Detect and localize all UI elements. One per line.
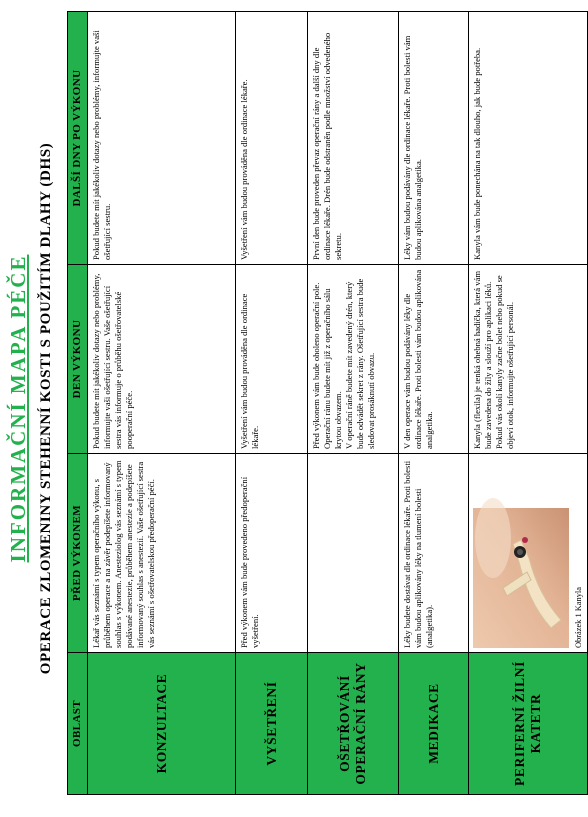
- header-dalsi-dny: DALŠÍ DNY PO VÝKONU: [68, 12, 88, 265]
- area-osetrovani-rany: OŠETŘOVÁNÍ OPERAČNÍ RÁNY: [308, 653, 399, 795]
- header-row: [68, 12, 88, 795]
- cell-dalsi: Vyšetření vám budou prováděna dle ordinace lékaře.: [236, 12, 308, 265]
- cell-pred: Lékař vás seznámí s typem operačního výkonu, s průběhem operace a na závěr podepíšete informovaný souhlas s výkonem. Anesteziolog vás seznámí s typem podávané anestezie, průběhem anestezie a podepíšete informovaný souhlas s anestezií. Vaše ošetřující sestra vás seznámí s ošetřovatelskou předoperační péčí.: [88, 454, 236, 653]
- cell-den: Před výkonem vám bude oholeno operační pole. Operační ránu budete mít již z operačního sálu krytou obvazem. V operační ráně budete mít zavedený drén, který bude odvádět sekret z rány. Ošetřující sestra bude sledovat prosáknutí obvazu.: [308, 265, 399, 454]
- area-vysetreni: VYŠETŘENÍ: [236, 653, 308, 795]
- area-medikace: MEDIKACE: [399, 653, 469, 795]
- cell-den: Kanyla (flexila) je tenká ohebná hadička, která vám bude zavedena do žíly a slouží pro aplikaci léků. Pokud vás okolí kanyly začne bolet nebo pokud se objeví otok, informujte ošetřující personál.: [469, 265, 588, 454]
- cell-den: Vyšetření vám budou prováděna dle ordinace lékaře.: [236, 265, 308, 454]
- cell-pred: Léky budete dostávat dle ordinace lékaře. Proti bolesti vám budou aplikovány léky na tlumení bolesti (analgetika).: [399, 454, 469, 653]
- table-row: [308, 12, 399, 795]
- photo-caption: Obrázek 1 Kanyla: [574, 587, 583, 648]
- cell-den: V den operace vám budou podávány léky dle ordinace lékaře. Proti bolesti vám budou aplikována analgetika.: [399, 265, 469, 454]
- cell-dalsi: Pokud budete mít jakékoliv dotazy nebo problémy, informujte vaši ošetřující sestru.: [88, 12, 236, 265]
- area-periferni-katetr: PERIFERNÍ ŽILNÍ KATETR: [469, 653, 588, 795]
- cell-dalsi: Léky vám budou podávány dle ordinace lékaře. Proti bolesti vám budou aplikována analgetika.: [399, 12, 469, 265]
- cell-pred: Před výkonem vám bude provedeno předoperační vyšetření.: [236, 454, 308, 653]
- table-row: [88, 12, 236, 795]
- document-title: INFORMAČNÍ MAPA PÉČE: [6, 254, 30, 563]
- header-den-vykonu: DEN VÝKONU: [68, 265, 88, 454]
- cannula-photo: [473, 508, 569, 648]
- table-row: [236, 12, 308, 795]
- cell-dalsi: První den bude proveden převaz operační rány a další dny dle ordinace lékaře. Drén bude odstraněn podle množství odvedeného sekretu.: [308, 12, 399, 265]
- care-map-table: [67, 11, 588, 795]
- area-konzultace: KONZULTACE: [88, 653, 236, 795]
- cell-den: Pokud budete mít jakékoliv dotazy nebo problémy, informujte vaši ošetřující sestru. Vaše ošetřující sestra vás informuje o průběhu ošetřovatelské pooperační péče.: [88, 265, 236, 454]
- cell-pred-photo: [469, 454, 588, 653]
- header-pred-vykonem: PŘED VÝKONEM: [68, 454, 88, 653]
- table-row: [399, 12, 469, 795]
- table-row: [469, 12, 588, 795]
- header-oblast: OBLAST: [68, 653, 88, 795]
- cell-pred: [308, 454, 399, 653]
- document-subtitle: OPERACE ZLOMENINY STEHENNÍ KOSTI S POUŽITÍM DLAHY (DHS): [38, 142, 54, 675]
- cell-dalsi: Kanyla vám bude ponechána na tak dlouho, jak bude potřeba.: [469, 12, 588, 265]
